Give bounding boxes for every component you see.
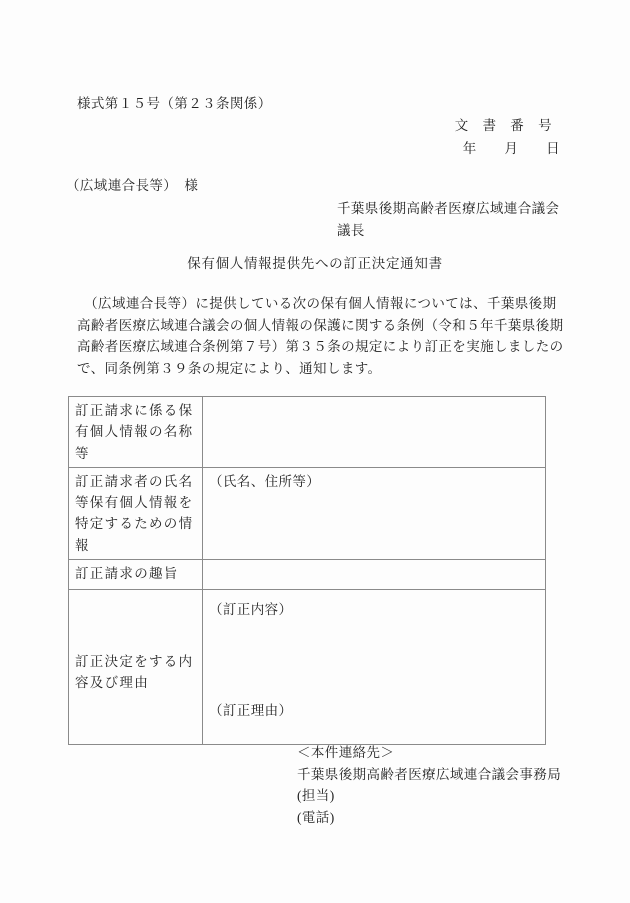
row-label: 訂正請求に係る保有個人情報の名称等 xyxy=(69,397,203,468)
form-number: 様式第１５号（第２３条関係） xyxy=(77,96,272,111)
sender-org: 千葉県後期高齢者医療広域連合議会 xyxy=(337,201,560,216)
table-row xyxy=(69,397,546,468)
row-value xyxy=(203,560,546,590)
contact-header: ＜本件連絡先＞ xyxy=(297,745,395,760)
row-label: 訂正請求の趣旨 xyxy=(69,560,203,590)
row-value xyxy=(203,397,546,468)
table-row xyxy=(69,467,546,559)
row-label: 訂正請求者の氏名等保有個人情報を特定するための情報 xyxy=(69,467,203,559)
row-value xyxy=(203,590,546,745)
contact-person: (担当) xyxy=(297,788,335,804)
body-line: （広域連合長等）に提供している次の保有個人情報については、千葉県後期 xyxy=(77,296,557,311)
contact-org: 千葉県後期高齢者医療広域連合議会事務局 xyxy=(297,766,562,782)
correction-content-label: （訂正内容） xyxy=(209,602,293,618)
sender-title: 議長 xyxy=(337,223,365,238)
date-field: 年 月 日 xyxy=(462,141,560,156)
info-table xyxy=(68,396,546,745)
row-label: 訂正決定をする内容及び理由 xyxy=(69,590,203,745)
table-row xyxy=(69,590,546,745)
row-value: （氏名、住所等） xyxy=(203,467,546,559)
doc-number-field: 文 書 番 号 xyxy=(454,118,552,133)
addressee: （広域連合長等） 様 xyxy=(66,178,199,193)
correction-reason-label: （訂正理由） xyxy=(209,703,293,719)
body-paragraph xyxy=(77,293,567,379)
body-line: 高齢者医療広域連合条例第７号）第３５条の規定により訂正を実施しましたの xyxy=(77,339,564,354)
table-row xyxy=(69,560,546,590)
body-line: で、同条例第３９条の規定により、通知します。 xyxy=(77,360,382,376)
document-title: 保有個人情報提供先への訂正決定通知書 xyxy=(187,256,443,271)
contact-block xyxy=(297,742,561,829)
body-line: 高齢者医療広域連合議会の個人情報の保護に関する条例（令和５年千葉県後期 xyxy=(77,317,564,333)
contact-phone: (電話) xyxy=(297,810,335,826)
